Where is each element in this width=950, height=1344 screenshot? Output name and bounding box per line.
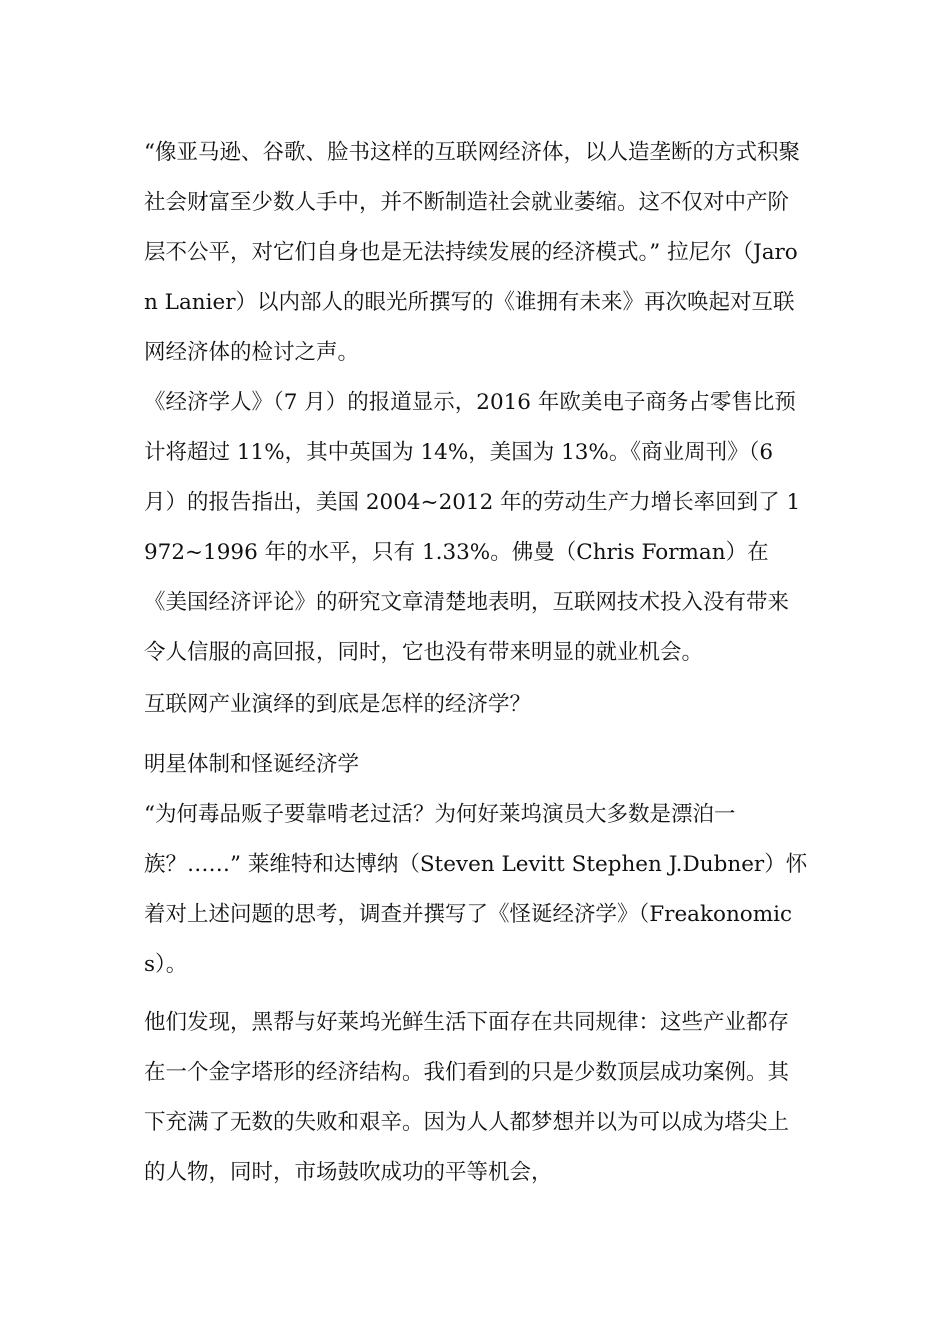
article-body [144, 128, 808, 1198]
section-heading: 明星体制和怪诞经济学 [144, 752, 360, 777]
paragraph-pyramid: 他们发现，黑帮与好莱坞光鲜生活下面存在共同规律：这些产业都存在一个金字塔形的经济结构。我们看到的只是少数顶层成功案例。其下充满了无数的失败和艰辛。因为人人都梦想并以为可以成为塔尖上的人物，同时，市场鼓吹成功的平等机会， [144, 1010, 790, 1185]
paragraph-ecommerce-stats: 《经济学人》（7 月）的报道显示，2016 年欧美电子商务占零售比预计将超过 11%，其中英国为 14%，美国为 13%。《商业周刊》（6 月）的报告指出，美国 2004~2012 年的劳动生产力增长率回到了 1972~1996 年的水平，只有 1.33%。佛曼（Chris Forman）在《美国经济评论》的研究文章清楚地表明，互联网技术投入没有带来令人信服的高回报，同时，它也没有带来明显的就业机会。 [144, 390, 801, 665]
paragraph-freakonomics: “为何毒品贩子要靠啃老过活？为何好莱坞演员大多数是漂泊一族？……” 莱维特和达博纳（Steven Levitt Stephen J.Dubner）怀着对上述问题的思考，调查并撰写了《怪诞经济学》（Freakonomics）。 [144, 802, 808, 977]
paragraph-question: 互联网产业演绎的到底是怎样的经济学？ [144, 692, 532, 717]
paragraph-quote-lanier: “像亚马逊、谷歌、脸书这样的互联网经济体，以人造垄断的方式积聚社会财富至少数人手中，并不断制造社会就业萎缩。这不仅对中产阶层不公平，对它们自身也是无法持续发展的经济模式。” 拉尼尔（Jaron Lanier）以内部人的眼光所撰写的《谁拥有未来》再次唤起对互联网经济体的检讨之声。 [144, 140, 800, 365]
